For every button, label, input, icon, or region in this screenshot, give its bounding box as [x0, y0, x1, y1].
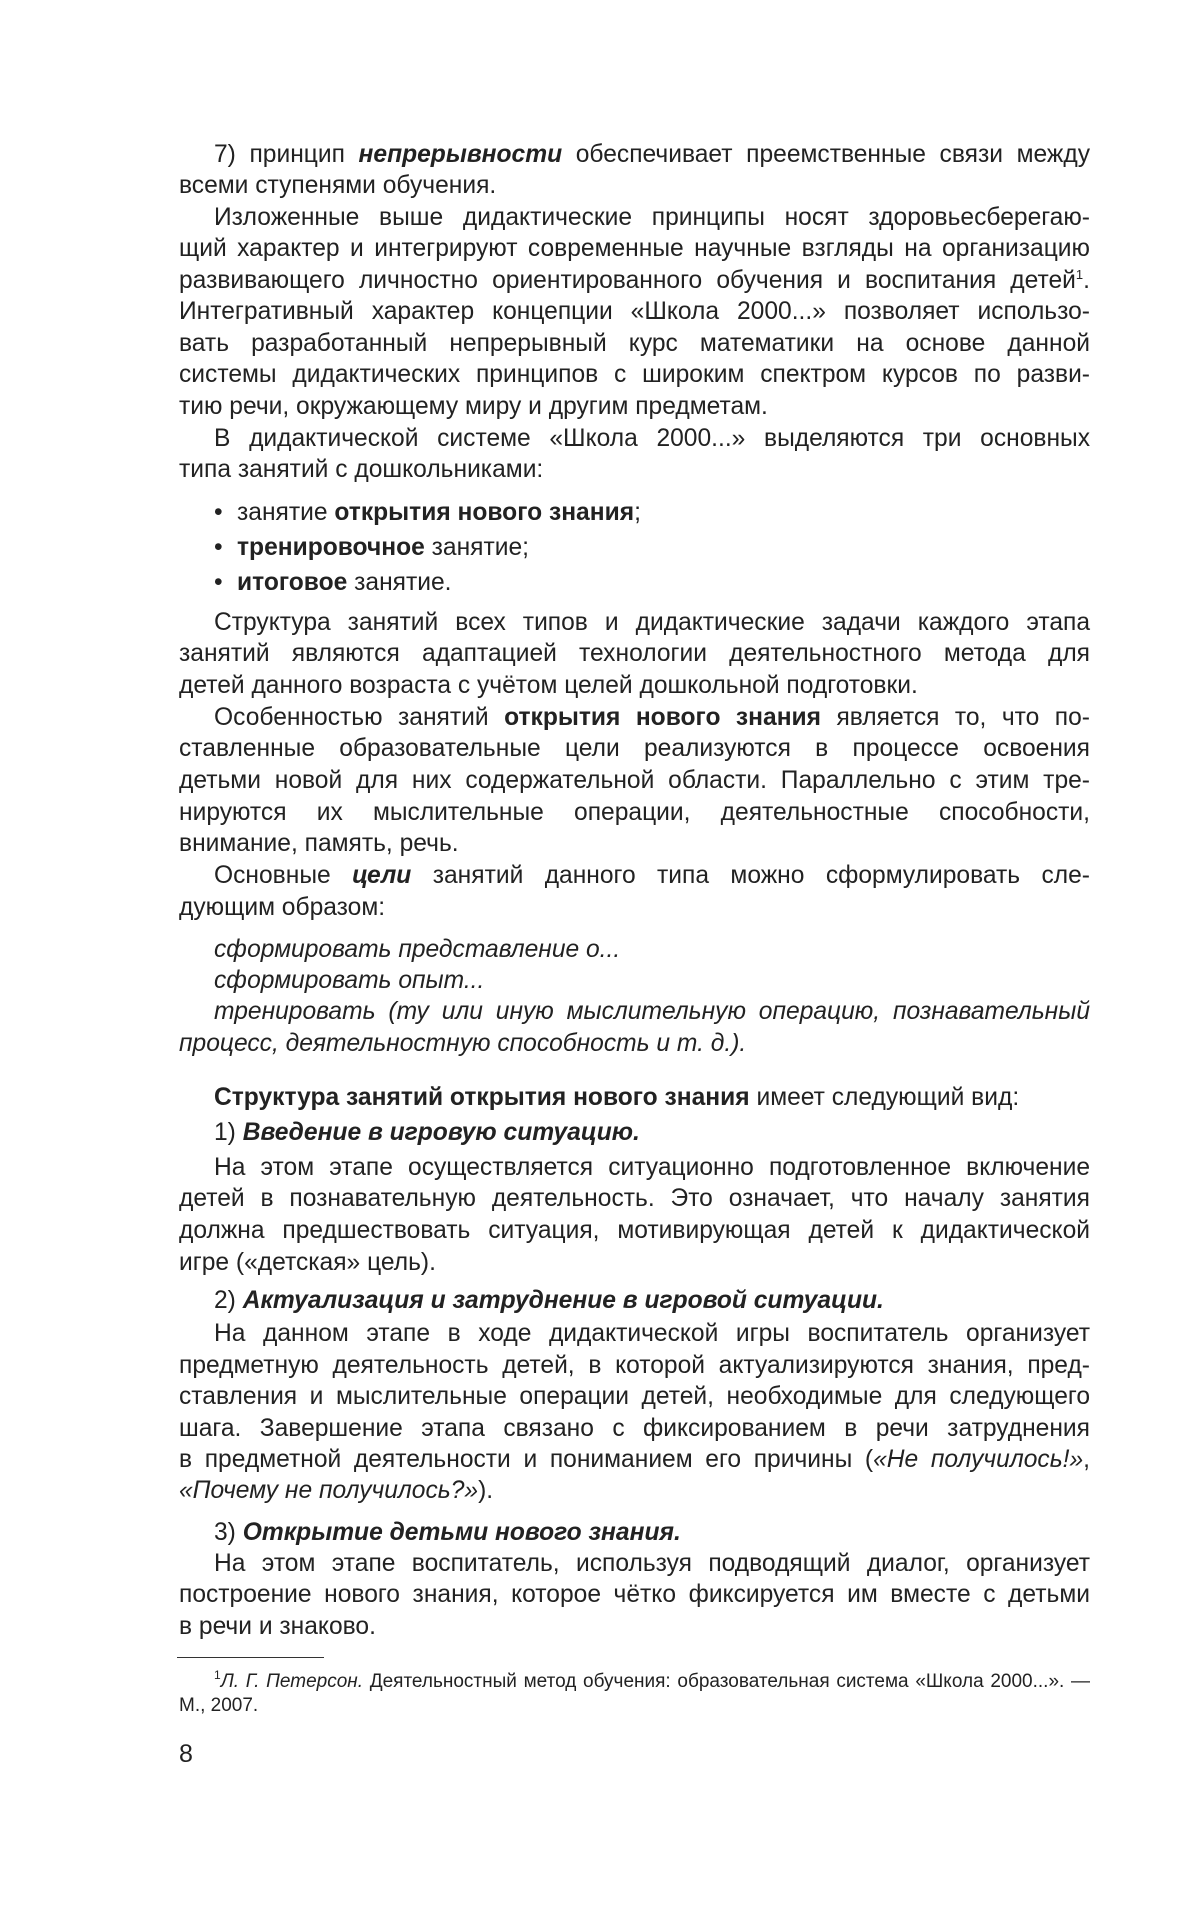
- step-number: 2): [214, 1287, 243, 1314]
- body-line: На данном этапе в ходе дидактической игры воспитатель организует: [214, 1320, 1090, 1347]
- text: занятие.: [347, 569, 452, 596]
- body-line: детьми новой для них содержательной области. Параллельно с этим тре-: [179, 767, 1090, 794]
- bold-term: открытия нового знания: [504, 704, 822, 731]
- body-line: дующим образом:: [179, 894, 386, 921]
- footnote-line: М., 2007.: [179, 1695, 259, 1716]
- footnote-author: Л. Г. Петерсон.: [220, 1671, 364, 1692]
- body-line: [179, 1476, 1090, 1506]
- body-line: в речи и знаково.: [179, 1613, 376, 1640]
- body-line: Интегративный характер концепции «Школа 2000...» позволяет использо-: [179, 298, 1090, 325]
- body-line: занятий являются адаптацией технологии деятельностного метода для: [179, 640, 1090, 667]
- body-line: должна предшествовать ситуация, мотивирующая детей к дидактической: [179, 1217, 1090, 1244]
- text: обеспечивает преемственные связи между: [562, 141, 1090, 168]
- step-number: 1): [214, 1119, 243, 1146]
- footnote-line: [214, 1670, 1090, 1694]
- step-title: [214, 1118, 1090, 1148]
- body-line: нируются их мыслительные операции, деятельностные способности,: [179, 799, 1090, 826]
- text: ,: [1083, 1446, 1090, 1473]
- body-line: На этом этапе осуществляется ситуационно подготовленное включение: [214, 1154, 1090, 1181]
- text: имеет следующий вид:: [749, 1084, 1020, 1111]
- body-line: В дидактической системе «Школа 2000...» выделяются три основных: [214, 425, 1090, 452]
- text: занятий данного типа можно сформулировать сле-: [411, 862, 1090, 889]
- quote: «Не получилось!»: [873, 1446, 1084, 1473]
- section-heading: [214, 1083, 1090, 1113]
- step-title-text: Актуализация и затруднение в игровой ситуации.: [242, 1287, 884, 1314]
- bold-term: открытия нового знания: [334, 499, 635, 526]
- step-title-text: Введение в игровую ситуацию.: [242, 1119, 640, 1146]
- body-line: детей данного возраста с учётом целей дошкольной подготовки.: [179, 672, 918, 699]
- text: ;: [634, 499, 641, 526]
- heading-bold: Структура занятий открытия нового знания: [214, 1084, 750, 1111]
- goal-item: сформировать представление о...: [214, 936, 621, 963]
- body-line: построение нового знания, которое чётко фиксируется им вместе с детьми: [179, 1581, 1090, 1608]
- step-title-text: Открытие детьми нового знания.: [242, 1519, 681, 1546]
- bullet-icon: •: [214, 499, 223, 526]
- body-line: шага. Завершение этапа связано с фиксированием в речи затруднения: [179, 1415, 1090, 1442]
- footnote-reference[interactable]: 1: [1075, 267, 1084, 282]
- body-line: вать разработанный непрерывный курс математики на основе данной: [179, 330, 1090, 357]
- emphasis-goals: цели: [352, 862, 412, 889]
- body-line: Изложенные выше дидактические принципы носят здоровьесберегаю-: [214, 204, 1090, 231]
- body-line: Структура занятий всех типов и дидактические задачи каждого этапа: [214, 609, 1090, 636]
- body-line: всеми ступенями обучения.: [179, 172, 497, 199]
- body-line: [214, 861, 1090, 891]
- body-line: тию речи, окружающему миру и другим предметам.: [179, 393, 768, 420]
- list-item: [237, 568, 1090, 598]
- list-item: [237, 533, 1090, 563]
- emphasis-continuity: непрерывности: [358, 141, 563, 168]
- text: Особенностью занятий: [214, 704, 505, 731]
- footnote-divider: [177, 1657, 324, 1658]
- text: является то, что по-: [821, 704, 1090, 731]
- text: .: [1083, 267, 1090, 294]
- text: ).: [478, 1477, 494, 1504]
- step-title: [214, 1286, 1090, 1316]
- step-number: 3): [214, 1519, 243, 1546]
- body-line: [179, 1445, 1090, 1475]
- text: развивающего личностно ориентированного обучения и воспитания детей: [179, 267, 1076, 294]
- body-line: системы дидактических принципов с широким спектром курсов по разви-: [179, 361, 1090, 388]
- list-item: [237, 498, 1090, 528]
- footnote-marker: 1: [214, 1668, 221, 1682]
- bullet-icon: •: [214, 534, 223, 561]
- bullet-icon: •: [214, 569, 223, 596]
- body-line: предметную деятельность детей, в которой актуализируются знания, пред-: [179, 1352, 1090, 1379]
- goal-item: процесс, деятельностную способность и т. д.).: [179, 1030, 747, 1057]
- body-line: типа занятий с дошкольниками:: [179, 456, 544, 483]
- body-line: игре («детская» цель).: [179, 1249, 436, 1276]
- text: занятие: [237, 499, 335, 526]
- text: в предметной деятельности и пониманием его причины (: [179, 1446, 874, 1473]
- body-line: детей в познавательную деятельность. Это означает, что началу занятия: [179, 1185, 1090, 1212]
- body-line: [179, 266, 1090, 296]
- step-title: [214, 1518, 1090, 1548]
- page-number: 8: [179, 1740, 193, 1768]
- bold-term: тренировочное: [237, 534, 425, 561]
- bold-term: итоговое: [237, 569, 348, 596]
- body-line: щий характер и интегрируют современные научные взгляды на организацию: [179, 235, 1090, 262]
- text: занятие;: [424, 534, 530, 561]
- text: Деятельностный метод обучения: образовательная система «Школа 2000...». —: [363, 1671, 1091, 1692]
- goal-item: тренировать (ту или иную мыслительную операцию, познавательный: [214, 998, 1090, 1025]
- text: 7) принцип: [214, 141, 359, 168]
- body-line: На этом этапе воспитатель, используя подводящий диалог, организует: [214, 1550, 1090, 1577]
- body-line: ставления и мыслительные операции детей, необходимые для следующего: [179, 1383, 1090, 1410]
- body-line: [214, 703, 1090, 733]
- goal-item: сформировать опыт...: [214, 967, 485, 994]
- body-line: ставленные образовательные цели реализуются в процессе освоения: [179, 735, 1090, 762]
- text: Основные: [214, 862, 353, 889]
- principle-7-line: [214, 140, 1090, 170]
- body-line: внимание, память, речь.: [179, 830, 459, 857]
- quote: «Почему не получилось?»: [179, 1477, 479, 1504]
